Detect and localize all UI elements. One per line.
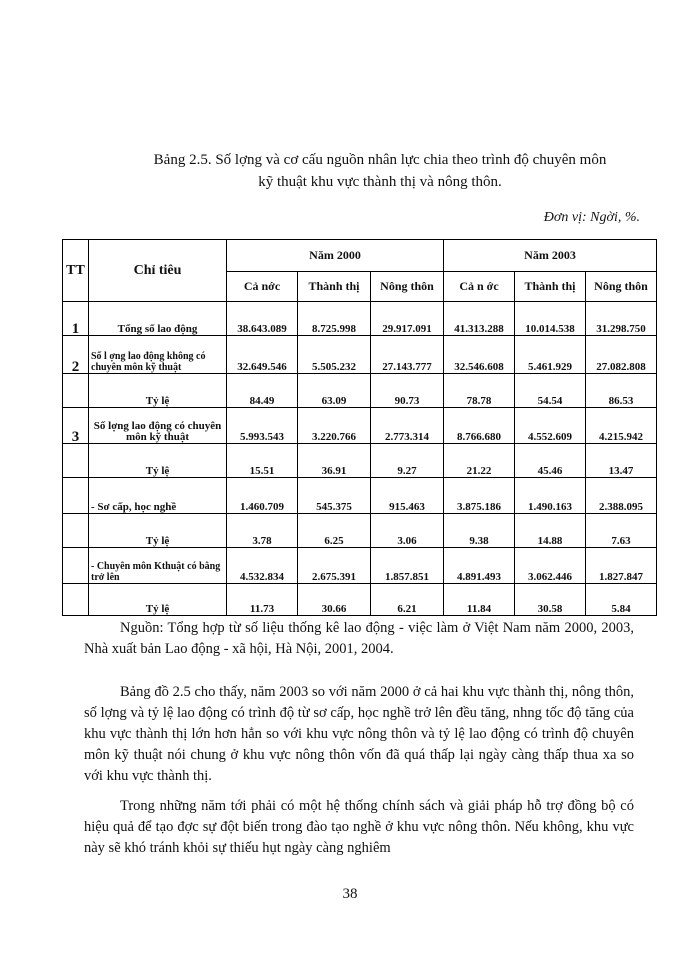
row-value: 5.461.929: [515, 336, 586, 374]
source-note: Nguồn: Tổng hợp từ số liệu thống kê lao động - việc làm ở Việt Nam năm 2000, 2003, Nhà xuất bản Lao động - xã hội, Hà Nội, 2001, 2004.: [84, 620, 634, 657]
caption-line-1: Bảng 2.5. Số lợng và cơ cấu nguồn nhân lực chia theo trình độ chuyên môn: [153, 152, 607, 168]
row-value: 13.47: [586, 444, 657, 478]
table-row: [63, 514, 657, 548]
table-row: [63, 374, 657, 408]
body-paragraph-2: Trong những năm tới phải có một hệ thống chính sách và giải pháp hỗ trợ đồng bộ có hiệu quả để tạo đợc sự đột biến trong đào tạo nghề ở khu vực nông thôn. Nếu không, khu vực này sẽ khó tránh khỏi sự thiếu hụt ngày càng nghiêm: [84, 798, 634, 856]
row-value: 90.73: [371, 374, 444, 408]
row-tt: [63, 514, 89, 548]
row-tt: 2: [63, 336, 89, 374]
row-value: 78.78: [444, 374, 515, 408]
row-value: 1.490.163: [515, 478, 586, 514]
row-value: 1.460.709: [227, 478, 298, 514]
header-indicator: Chỉ tiêu: [89, 240, 227, 302]
row-value: 3.78: [227, 514, 298, 548]
subheader-cell: Nông thôn: [586, 272, 657, 302]
row-value: 4.532.834: [227, 548, 298, 584]
subheader-cell: Thành thị: [298, 272, 371, 302]
header-year-2003: Năm 2003: [444, 240, 657, 272]
header-year-2000: Năm 2000: [227, 240, 444, 272]
row-label: - Sơ cấp, học nghề: [89, 478, 227, 514]
table-row: [63, 302, 657, 336]
row-value: 7.63: [586, 514, 657, 548]
row-value: 38.643.089: [227, 302, 298, 336]
row-value: 1.827.847: [586, 548, 657, 584]
unit-note: Đơn vị: Ngời, %.: [543, 210, 640, 225]
row-value: 45.46: [515, 444, 586, 478]
row-value: 3.875.186: [444, 478, 515, 514]
row-label: Tổng số lao động: [89, 302, 227, 336]
page-number: 38: [342, 886, 358, 902]
row-value: 2.675.391: [298, 548, 371, 584]
table-row: [63, 478, 657, 514]
row-tt: [63, 548, 89, 584]
row-value: 63.09: [298, 374, 371, 408]
row-value: 6.21: [371, 584, 444, 616]
row-value: 29.917.091: [371, 302, 444, 336]
header-tt: TT: [63, 240, 89, 302]
row-tt: [63, 444, 89, 478]
row-value: 30.66: [298, 584, 371, 616]
row-tt: [63, 374, 89, 408]
row-tt: 3: [63, 408, 89, 444]
row-value: 3.062.446: [515, 548, 586, 584]
row-value: 14.88: [515, 514, 586, 548]
row-tt: [63, 584, 89, 616]
table-caption: [60, 149, 700, 193]
row-label: - Chuyên môn Kthuật có bằng trở lên: [89, 548, 227, 584]
row-value: 545.375: [298, 478, 371, 514]
subheader-cell: Cả n ớc: [444, 272, 515, 302]
row-value: 915.463: [371, 478, 444, 514]
row-tt: 1: [63, 302, 89, 336]
table-row: [63, 548, 657, 584]
row-value: 31.298.750: [586, 302, 657, 336]
row-value: 9.27: [371, 444, 444, 478]
table-row: [63, 336, 657, 374]
row-value: 32.649.546: [227, 336, 298, 374]
subheader-cell: Thành thị: [515, 272, 586, 302]
row-label: Số lợng lao động có chuyên môn kỹ thuật: [89, 408, 227, 444]
row-label: Tỷ lệ: [89, 444, 227, 478]
row-value: 11.84: [444, 584, 515, 616]
row-value: 6.25: [298, 514, 371, 548]
row-value: 2.388.095: [586, 478, 657, 514]
row-value: 41.313.288: [444, 302, 515, 336]
body-paragraph-1: Bảng đồ 2.5 cho thấy, năm 2003 so với năm 2000 ở cả hai khu vực thành thị, nông thôn, số lợng và tỷ lệ lao động có trình độ từ sơ cấp, học nghề trở lên đều tăng, nhng tốc độ tăng của khu vực thành thị lớn hơn hẳn so với khu vực nông thôn và tỷ lệ lao động có trình độ chuyên môn kỹ thuật nói chung ở khu vực nông thôn vốn đã quá thấp lại ngày càng thấp thua xa so với khu vực thành thị.: [84, 684, 634, 784]
row-value: 5.993.543: [227, 408, 298, 444]
table-row: [63, 444, 657, 478]
row-value: 84.49: [227, 374, 298, 408]
row-value: 4.891.493: [444, 548, 515, 584]
row-value: 32.546.608: [444, 336, 515, 374]
row-value: 30.58: [515, 584, 586, 616]
row-value: 5.505.232: [298, 336, 371, 374]
table-row: [63, 584, 657, 616]
row-value: 8.725.998: [298, 302, 371, 336]
row-value: 54.54: [515, 374, 586, 408]
row-label: Tỷ lệ: [89, 514, 227, 548]
row-value: 8.766.680: [444, 408, 515, 444]
table-row: [63, 408, 657, 444]
row-value: 2.773.314: [371, 408, 444, 444]
caption-line-2: kỹ thuật khu vực thành thị và nông thôn.: [258, 174, 502, 190]
row-label: Số l ợng lao động không có chuyên môn kỹ thuật: [89, 336, 227, 374]
row-label: Tỷ lệ: [89, 374, 227, 408]
labor-table: [62, 239, 657, 616]
row-value: 11.73: [227, 584, 298, 616]
row-value: 27.143.777: [371, 336, 444, 374]
row-value: 86.53: [586, 374, 657, 408]
row-label: Tỷ lệ: [89, 584, 227, 616]
row-value: 15.51: [227, 444, 298, 478]
row-value: 36.91: [298, 444, 371, 478]
row-value: 3.06: [371, 514, 444, 548]
row-value: 5.84: [586, 584, 657, 616]
row-value: 27.082.808: [586, 336, 657, 374]
subheader-cell: Nông thôn: [371, 272, 444, 302]
row-value: 21.22: [444, 444, 515, 478]
row-value: 3.220.766: [298, 408, 371, 444]
row-value: 10.014.538: [515, 302, 586, 336]
row-value: 4.215.942: [586, 408, 657, 444]
row-tt: [63, 478, 89, 514]
row-value: 1.857.851: [371, 548, 444, 584]
row-value: 9.38: [444, 514, 515, 548]
row-value: 4.552.609: [515, 408, 586, 444]
subheader-cell: Cả nớc: [227, 272, 298, 302]
